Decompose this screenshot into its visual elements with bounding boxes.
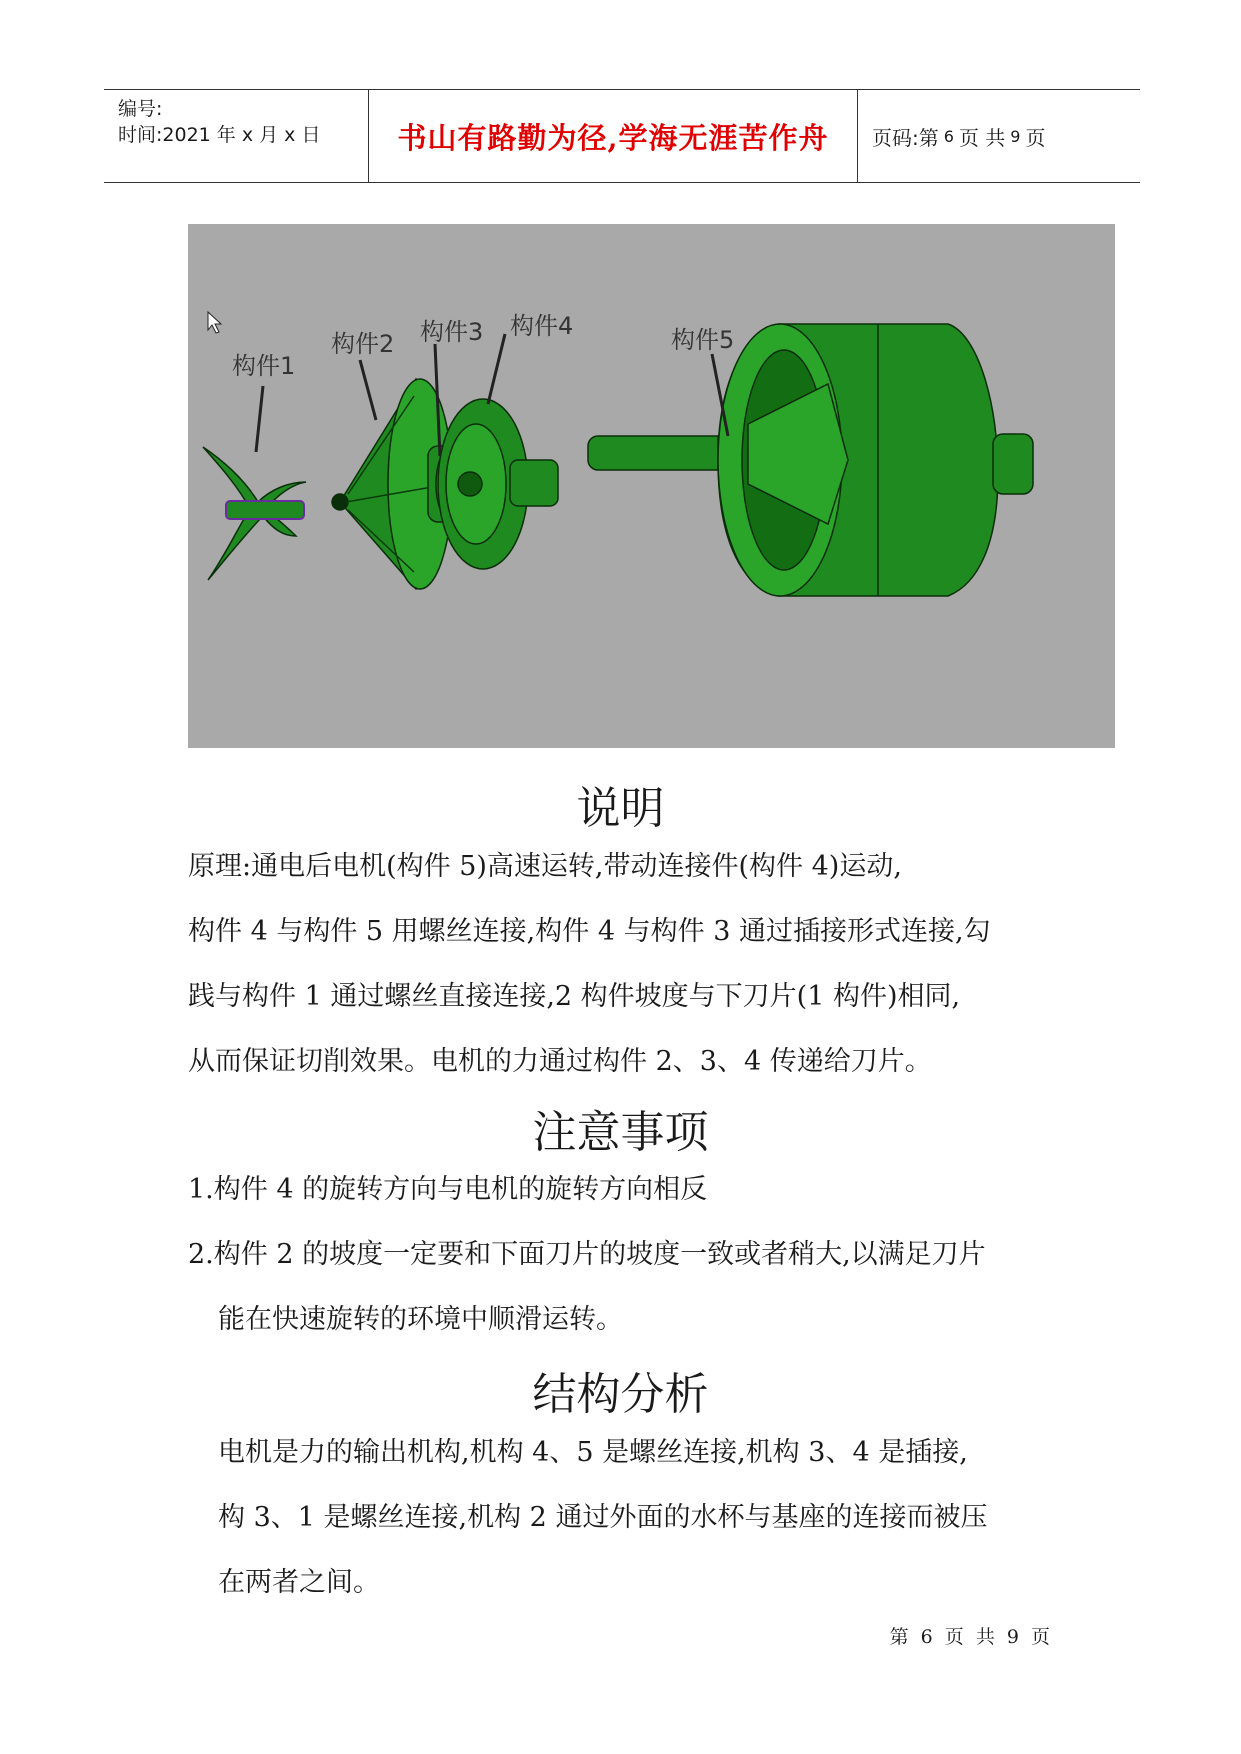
page-prefix: 页码:第 bbox=[872, 125, 939, 150]
cursor-icon bbox=[208, 312, 221, 333]
figure-label-part-5: 构件5 bbox=[671, 326, 735, 354]
notes-list bbox=[188, 1157, 986, 1352]
note-item-2: 2.构件 2 的坡度一定要和下面刀片的坡度一致或者稍大,以满足刀片 bbox=[188, 1239, 986, 1270]
page-current: 6 bbox=[943, 126, 954, 146]
figure-label-part-2: 构件2 bbox=[331, 330, 395, 358]
header-motto: 书山有路勤为径,学海无涯苦作舟 bbox=[397, 120, 829, 155]
page-total: 9 bbox=[1010, 126, 1021, 146]
part-1-blade bbox=[203, 447, 306, 580]
document-time: 时间:2021 年 x 月 x 日 bbox=[118, 124, 321, 146]
note-item-1: 1.构件 4 的旋转方向与电机的旋转方向相反 bbox=[188, 1174, 708, 1205]
page-header bbox=[104, 89, 1140, 183]
note-item-2-continued: 能在快速旋转的环境中顺滑运转。 bbox=[218, 1304, 623, 1335]
part-5-motor bbox=[588, 324, 1033, 596]
header-page-cell bbox=[858, 90, 1140, 182]
header-motto-cell bbox=[369, 90, 858, 182]
figure-label-part-4: 构件4 bbox=[510, 312, 574, 340]
section-title-intro: 说明 bbox=[576, 783, 665, 834]
document-number-label: 编号: bbox=[118, 98, 163, 120]
intro-line: 原理:通电后电机(构件 5)高速运转,带动连接件(构件 4)运动, bbox=[188, 851, 902, 882]
page-footer: 第 6 页 共 9 页 bbox=[889, 1626, 1053, 1648]
page-suffix: 页 bbox=[1025, 125, 1046, 150]
exploded-assembly-figure bbox=[188, 224, 1115, 748]
header-left-cell bbox=[104, 90, 369, 182]
structure-line: 构 3、1 是螺丝连接,机构 2 通过外面的水杯与基座的连接而被压 bbox=[218, 1502, 988, 1533]
page-middle: 页 共 bbox=[958, 125, 1006, 150]
section-title-structure: 结构分析 bbox=[532, 1369, 709, 1420]
structure-paragraph bbox=[218, 1420, 987, 1615]
structure-line: 在两者之间。 bbox=[218, 1567, 380, 1598]
intro-line: 构件 4 与构件 5 用螺丝连接,构件 4 与构件 3 通过插接形式连接,勾 bbox=[188, 916, 991, 947]
figure-label-part-1: 构件1 bbox=[232, 352, 296, 380]
figure-label-part-3: 构件3 bbox=[420, 318, 484, 346]
structure-line: 电机是力的输出机构,机构 4、5 是螺丝连接,机构 3、4 是插接, bbox=[218, 1437, 968, 1468]
intro-paragraph bbox=[188, 834, 991, 1094]
intro-line: 践与构件 1 通过螺丝直接连接,2 构件坡度与下刀片(1 构件)相同, bbox=[188, 981, 961, 1012]
part-4-disc bbox=[438, 399, 558, 569]
intro-line: 从而保证切削效果。电机的力通过构件 2、3、4 传递给刀片。 bbox=[188, 1046, 932, 1077]
section-title-notes: 注意事项 bbox=[532, 1107, 709, 1158]
assembly-drawing bbox=[188, 224, 1115, 748]
